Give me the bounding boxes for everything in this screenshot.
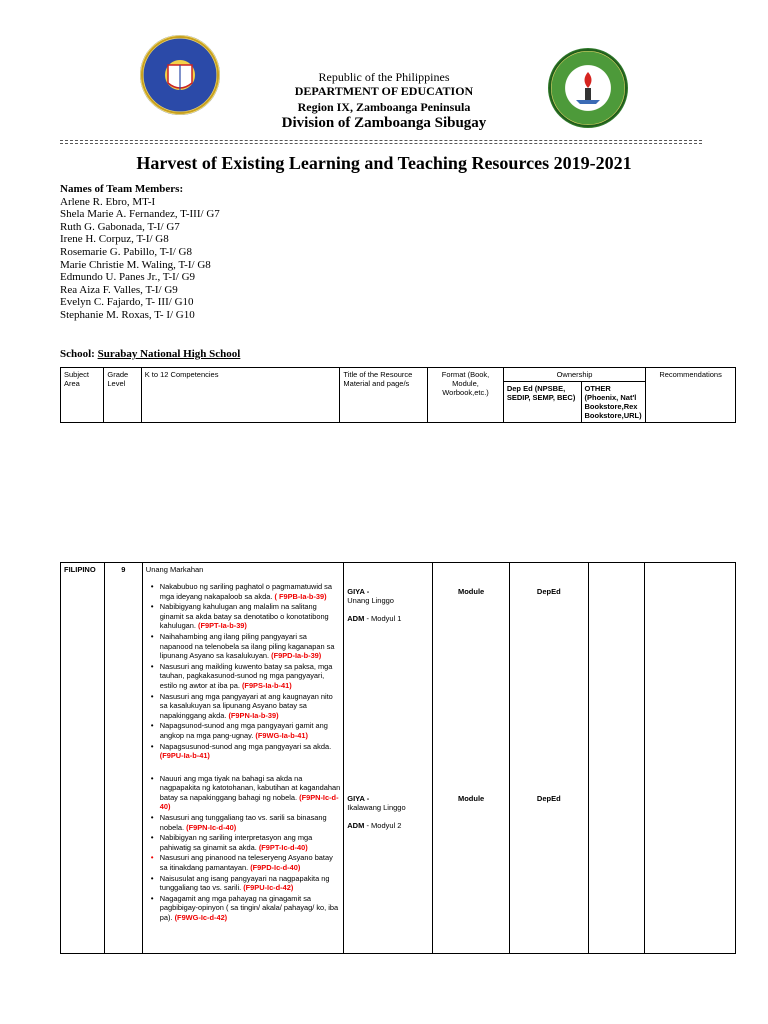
team-member: Marie Christie M. Waling, T-I/ G8 <box>60 258 211 271</box>
competency-code: (F9WG-Ia-b-41) <box>255 730 308 740</box>
header-divider <box>60 140 702 144</box>
competency-text: Nakabubuo ng sariling paghatol o pagmamatuwid sa mga ideyang nakapaloob sa akda. <box>159 582 332 601</box>
resource-title-2-sub: Ikalawang Linggo <box>347 803 406 812</box>
col-subject-area: Subject Area <box>61 368 104 423</box>
cell-resource-title <box>344 563 433 954</box>
competency-code: (F9PT-Ic-d-40) <box>258 842 308 852</box>
competency-text: Nasusuri ang mga pangyayari at ang kaugnayan nito sa kasalukuyan sa lipunang Asyano batay sa napakinggang akda. <box>159 691 333 720</box>
competency-code: (F9PD-Ic-d-40) <box>250 863 301 873</box>
col-format: Format (Book, Module, Worbook,etc.) <box>428 368 504 423</box>
cell-ownership-other <box>588 563 644 954</box>
competency-item <box>160 874 340 893</box>
col-recommendations: Recommendations <box>646 368 736 423</box>
school-label: School: <box>60 348 95 360</box>
cell-subject: FILIPINO <box>61 563 105 954</box>
competency-item <box>160 721 340 740</box>
competency-code: (F9PD-Ia-b-39) <box>271 651 322 661</box>
resource-title-1-adm-sub: - Modyul 1 <box>366 614 402 623</box>
ownership-2: DepEd <box>536 794 561 803</box>
competency-text: Nauuri ang mga tiyak na bahagi sa akda na nagpapakita ng katotohanan, kabutihan at kagandahan batay sa napakinggang bahagi ng nobela. <box>159 773 341 802</box>
col-ownership-other: OTHER (Phoenix, Nat'l Bookstore,Rex Bookstore,URL) <box>581 382 646 423</box>
competency-item <box>160 774 340 812</box>
col-ownership-deped: Dep Ed (NPSBE, SEDIP, SEMP, BEC) <box>503 382 581 423</box>
competency-text: Nasusuri ang tunggaliang tao vs. sarili sa binasang nobela. <box>159 813 327 832</box>
competency-text: Naihahambing ang ilang piling pangyayari sa napanood na telenobela sa ilang piling kaganapan sa lipunang Asyano sa kasalukuyan. <box>159 631 335 661</box>
competency-code: (F9PT-Ia-b-39) <box>198 621 247 631</box>
resources-table-header <box>60 367 736 423</box>
competency-code: (F9PN-Ic-d-40) <box>186 822 237 832</box>
col-grade-level: Grade Level <box>104 368 141 423</box>
competency-list-2 <box>146 774 340 923</box>
resource-title-2-main: GIYA - <box>347 794 370 803</box>
competency-list-1 <box>146 582 340 761</box>
team-member: Irene H. Corpuz, T-I/ G8 <box>60 233 169 246</box>
competency-text: Nasusuri ang pinanood na teleseryeng Asyano batay sa itinakdang pamantayan. <box>159 853 333 873</box>
format-2: Module <box>457 794 485 803</box>
quarter-label: Unang Markahan <box>145 565 204 574</box>
col-competencies: K to 12 Competencies <box>141 368 340 423</box>
competency-code: ( F9PB-Ia-b-39) <box>274 591 327 601</box>
header-division: Division of Zamboanga Sibugay <box>281 115 487 131</box>
ownership-1: DepEd <box>536 587 561 596</box>
competency-code: (F9PN-Ia-b-39) <box>228 710 279 720</box>
resource-title-1-adm: ADM <box>347 614 365 623</box>
team-member: Arlene R. Ebro, MT-I <box>60 195 156 208</box>
competency-item <box>160 602 340 631</box>
competency-item <box>160 853 340 872</box>
team-member: Ruth G. Gabonada, T-I/ G7 <box>60 220 180 233</box>
competency-text: Nabibigyang kahulugan ang malalim na salitang ginamit sa akda batay sa denotatibo o konotatibong kahulugan. <box>159 602 329 631</box>
cell-recommendations <box>644 563 735 954</box>
team-members-block <box>60 183 220 322</box>
format-1: Module <box>457 587 485 596</box>
competency-item <box>160 894 340 923</box>
resource-title-2-adm-sub: - Modyul 2 <box>366 821 402 830</box>
team-member: Edmundo U. Panes Jr., T-I/ G9 <box>60 271 196 284</box>
competency-code: (F9PU-Ia-b-41) <box>159 751 210 761</box>
team-member: Rosemarie G. Pabillo, T-I/ G8 <box>60 245 192 258</box>
competency-text: Naisusulat ang isang pangyayari na nagpapakita ng tunggaliang tao vs. sarili. <box>159 873 330 893</box>
team-member: Rea Aiza F. Valles, T-I/ G9 <box>60 283 178 296</box>
competency-text: Nabibigyan ng sariling interpretasyon ang mga pahiwatig sa ginamit sa akda. <box>159 833 313 852</box>
cell-grade: 9 <box>104 563 142 954</box>
team-member: Stephanie M. Roxas, T- I/ G10 <box>60 308 195 321</box>
competency-item <box>160 742 340 761</box>
resource-title-2-adm: ADM <box>347 821 365 830</box>
competency-code: (F9PS-Ia-b-41) <box>241 680 292 690</box>
competency-item <box>160 692 340 721</box>
competency-item <box>160 632 340 661</box>
competency-text: Nasusuri ang maikling kuwento batay sa paksa, mga tauhan, pagkakasunod-sunod ng mga pangyayari, estilo ng awtor at iba pa. <box>159 661 333 690</box>
team-heading: Names of Team Members: <box>60 183 184 195</box>
competency-text: Napagsunod-sunod ang mga pangyayari gamit ang angkop na mga pang-ugnay. <box>159 721 328 740</box>
competency-item <box>160 662 340 691</box>
cell-competencies <box>142 563 343 954</box>
resource-title-2 <box>347 794 405 830</box>
competency-item <box>160 582 340 601</box>
competency-text: Nagagamit ang mga pahayag na ginagamit sa pagbibigay-opinyon ( sa tingin/ akala/ pahayag/ ko, iba pa). <box>159 893 339 922</box>
competency-item <box>160 813 340 832</box>
competency-code: (F9WG-Ic-d-42) <box>174 913 228 922</box>
competency-code: (F9PN-Ic-d-40) <box>159 792 339 812</box>
resource-title-1-sub: Unang Linggo <box>347 596 394 605</box>
school-line <box>60 348 240 360</box>
header-region: Region IX, Zamboanga Peninsula <box>297 100 471 114</box>
document-title: Harvest of Existing Learning and Teaching Resources 2019-2021 <box>136 153 632 173</box>
competency-text: Napagsusunod-sunod ang mga pangyayari sa akda. <box>159 741 332 751</box>
cell-format <box>433 563 510 954</box>
resource-title-1-main: GIYA - <box>347 587 370 596</box>
cell-ownership-deped <box>509 563 588 954</box>
header-republic: Republic of the Philippines <box>318 70 450 84</box>
header-department: DEPARTMENT OF EDUCATION <box>294 84 474 98</box>
col-ownership: Ownership <box>503 368 645 382</box>
competency-code: (F9PU-Ic-d-42) <box>243 883 294 893</box>
school-name: Surabay National High School <box>97 348 241 360</box>
team-member: Evelyn C. Fajardo, T- III/ G10 <box>60 296 194 309</box>
resource-title-1 <box>347 587 401 623</box>
col-resource-title: Title of the Resource Material and page/s <box>340 368 428 423</box>
team-member: Shela Marie A. Fernandez, T-III/ G7 <box>60 208 220 221</box>
resources-table-body <box>60 562 736 954</box>
competency-item <box>160 833 340 852</box>
